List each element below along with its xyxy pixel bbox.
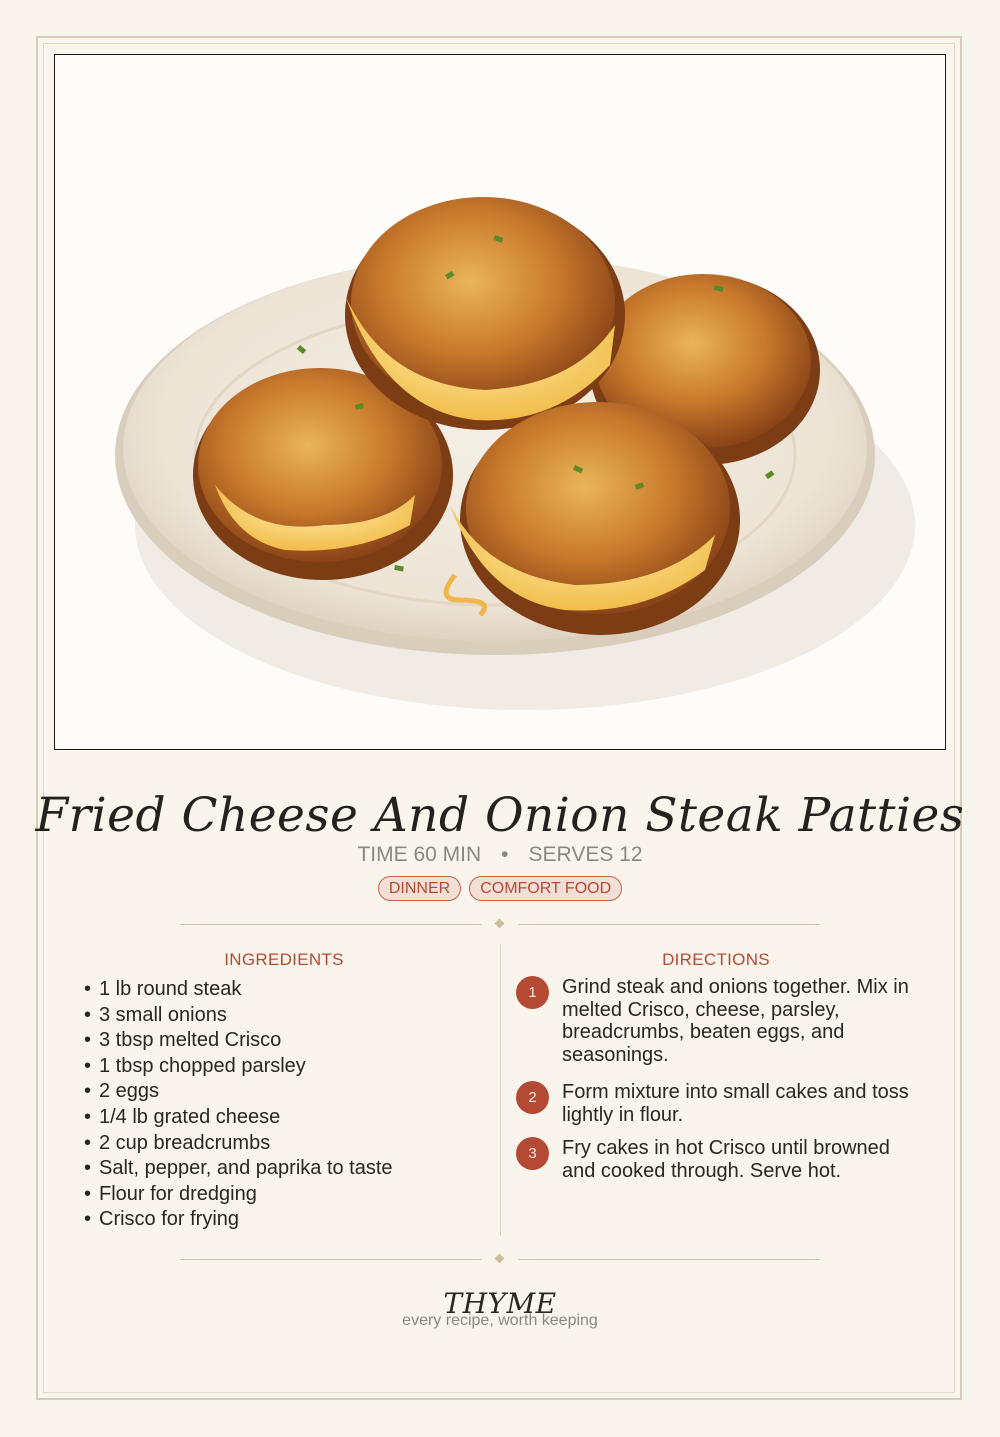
recipe-photo <box>54 54 946 750</box>
list-item: • 1 lb round steak <box>84 978 242 1000</box>
divider-bottom-left <box>180 1259 482 1260</box>
list-item: • 3 tbsp melted Crisco <box>84 1029 282 1052</box>
direction-step <box>516 1081 916 1137</box>
direction-step <box>516 1137 916 1182</box>
step-text: Fry cakes in hot Crisco until browned and cooked through. Serve hot. <box>562 1137 890 1182</box>
list-item: • 1/4 lb grated cheese <box>84 1105 281 1128</box>
directions-heading: DIRECTIONS <box>662 950 770 969</box>
meta-separator: • <box>501 843 509 866</box>
tag-list <box>0 876 1000 901</box>
list-item: • 3 small onions <box>84 1003 227 1026</box>
brand-logo: THYME <box>443 1287 557 1320</box>
tag-dinner[interactable]: DINNER <box>378 876 461 901</box>
divider-bottom-right <box>518 1259 820 1260</box>
direction-list <box>516 976 916 1182</box>
time-label: TIME 60 MIN <box>357 843 482 866</box>
divider-top-right <box>518 924 820 925</box>
step-number-badge: 2 <box>516 1081 549 1114</box>
ingredient-list <box>84 977 393 1233</box>
patties-illustration <box>55 55 945 749</box>
step-text: Grind steak and onions together. Mix in melted Crisco, cheese, parsley, breadcrumbs, beaten eggs, and seasonings. <box>562 976 909 1066</box>
divider-top-left <box>180 924 482 925</box>
ingredients-heading: INGREDIENTS <box>224 950 344 969</box>
tag-comfort-food[interactable]: COMFORT FOOD <box>469 876 622 901</box>
list-item: • Flour for dredging <box>84 1182 257 1205</box>
list-item: • 2 eggs <box>84 1080 160 1103</box>
list-item: • Salt, pepper, and paprika to taste <box>84 1157 393 1180</box>
column-separator <box>500 944 501 1236</box>
recipe-meta <box>0 843 1000 867</box>
step-number-badge: 3 <box>516 1137 549 1170</box>
recipe-title: Fried Cheese And Onion Steak Patties <box>35 788 965 843</box>
serves-label: SERVES 12 <box>528 843 643 866</box>
step-number-badge: 1 <box>516 976 549 1009</box>
list-item: • 1 tbsp chopped parsley <box>84 1054 306 1077</box>
step-text: Form mixture into small cakes and toss lightly in flour. <box>562 1081 909 1126</box>
brand-tagline: every recipe, worth keeping <box>402 1312 598 1329</box>
list-item: • Crisco for frying <box>84 1208 240 1231</box>
direction-step <box>516 976 916 1081</box>
list-item: • 2 cup breadcrumbs <box>84 1131 271 1154</box>
